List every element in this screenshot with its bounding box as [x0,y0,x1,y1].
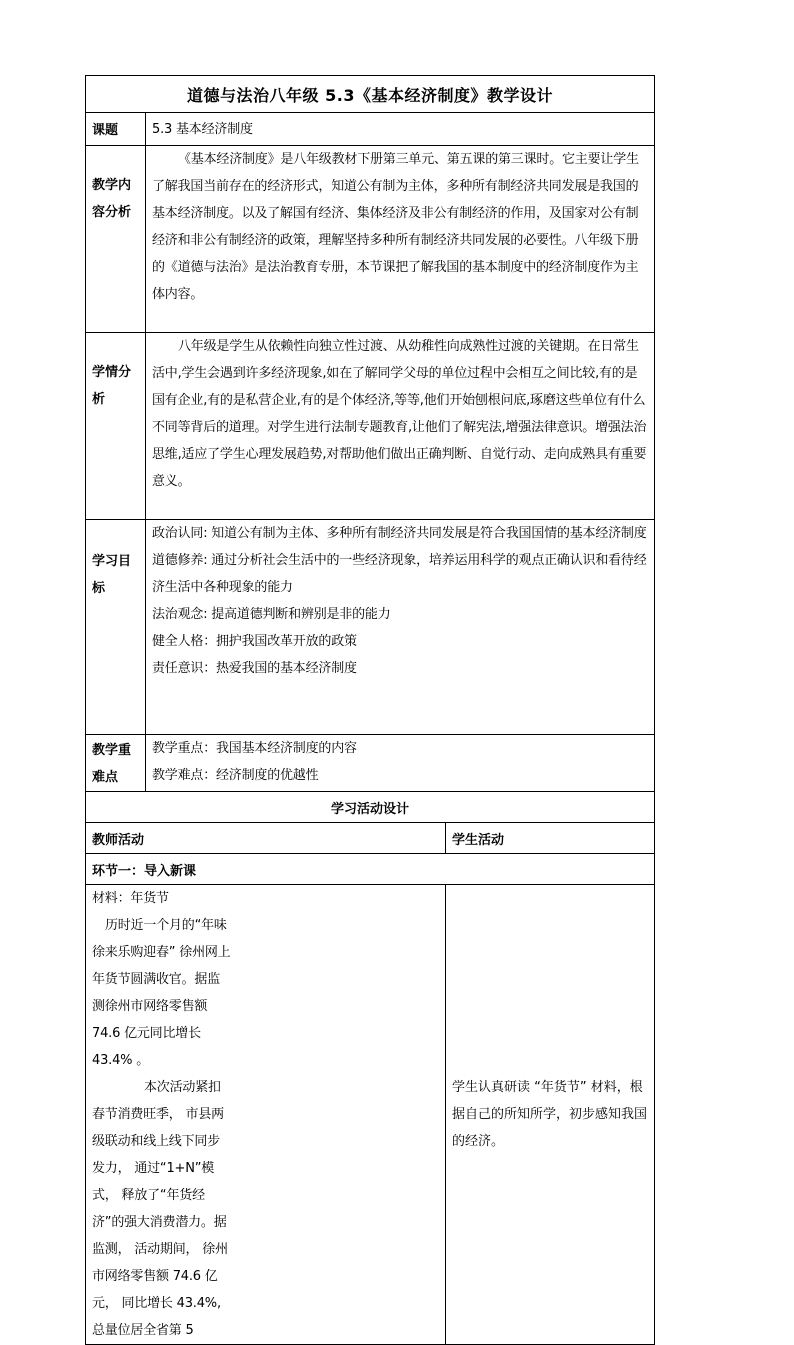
student-activity-text: 学生认真研读 “年货节” 材料，根据自己的所知所学，初步感知我国的经济。 [452,1080,648,1149]
key-points-label: 教学重难点 [86,735,146,792]
key-points-row [86,735,655,792]
topic-row [86,113,655,146]
student-activity-header: 学生活动 [446,823,655,854]
title-row [86,76,655,113]
content-analysis-text: 《基本经济制度》是八年级教材下册第三单元、第五课的第三课时。它主要让学生了解我国当前存在的经济形式，知道公有制为主体，多种所有制经济共同发展是我国的基本经济制度。以及了解国有经济、集体经济及非公有制经济的作用，及国家对公有制经济和非公有制经济的政策，理解坚持多种所有制经济共同发展的必要性。八年级下册的《道德与法治》是法治教育专册，本节课把了解我国的基本制度中的经济制度作为主体内容。 [152,152,639,302]
activity-design-header: 学习活动设计 [86,792,655,823]
key-focus: 教学重点：我国基本经济制度的内容 [152,741,357,756]
activity-columns-row [86,823,655,854]
stage1-content-row [86,885,655,1345]
material-paragraph-2: 本次活动紧扣春节消费旺季， 市县两级联动和线上线下同步发力， 通过“1+N”模式， 释放了“年货经济”的强大消费潜力。据监测， 活动期间， 徐州市网络零售额 74.6 亿元， 同比增长 43.4%, 总量位居全省第 5 [92,1080,228,1338]
document-title: 道德与法治八年级 5.3《基本经济制度》教学设计 [86,76,655,113]
learner-analysis-label: 学情分析 [86,333,146,520]
lesson-plan-table [85,75,655,1345]
key-difficulty: 教学难点：经济制度的优越性 [152,768,319,783]
learner-analysis-row [86,333,655,520]
objectives-list [146,520,655,735]
objective-legal: 法治观念: 提高道德判断和辨别是非的能力 [152,607,391,622]
topic-value: 5.3 基本经济制度 [146,113,655,146]
objectives-row [86,520,655,735]
learner-analysis-text: 八年级是学生从依赖性向独立性过渡、从幼稚性向成熟性过渡的关键期。在日常生活中,学生会遇到许多经济现象,如在了解同学父母的单位过程中会相互之间比较,有的是国有企业,有的是私营企业,有的是个体经济,等等,他们开始刨根问底,琢磨这些单位有什么不同等背后的道理。对学生进行法制专题教育,让他们了解宪法,增强法律意识。增强法治思维,适应了学生心理发展趋势,对帮助他们做出正确判断、自觉行动、走向成熟具有重要意义。 [152,339,647,489]
stage1-title: 环节一：导入新课 [86,854,655,885]
objective-responsibility: 责任意识：热爱我国的基本经济制度 [152,661,357,676]
student-activity-cell [446,885,655,1345]
teacher-activity-header: 教师活动 [86,823,446,854]
objective-personality: 健全人格：拥护我国改革开放的政策 [152,634,357,649]
activity-header-row [86,792,655,823]
objectives-label: 学习目标 [86,520,146,735]
material-title: 材料：年货节 [92,891,169,906]
objective-moral: 道德修养: 通过分析社会生活中的一些经济现象，培养运用科学的观点正确认识和看待经济生活中各种现象的能力 [152,553,647,595]
topic-label: 课题 [86,113,146,146]
objective-political: 政治认同: 知道公有制为主体、多种所有制经济共同发展是符合我国国情的基本经济制度 [152,526,647,541]
content-analysis-row [86,146,655,333]
teacher-activity-cell [86,885,446,1345]
content-analysis-label: 教学内容分析 [86,146,146,333]
material-paragraph-1: 历时近一个月的“年味徐来乐购迎春” 徐州网上年货节圆满收官。据监测徐州市网络零售额 74.6 亿元同比增长 43.4% 。 [92,918,231,1068]
stage1-row [86,854,655,885]
